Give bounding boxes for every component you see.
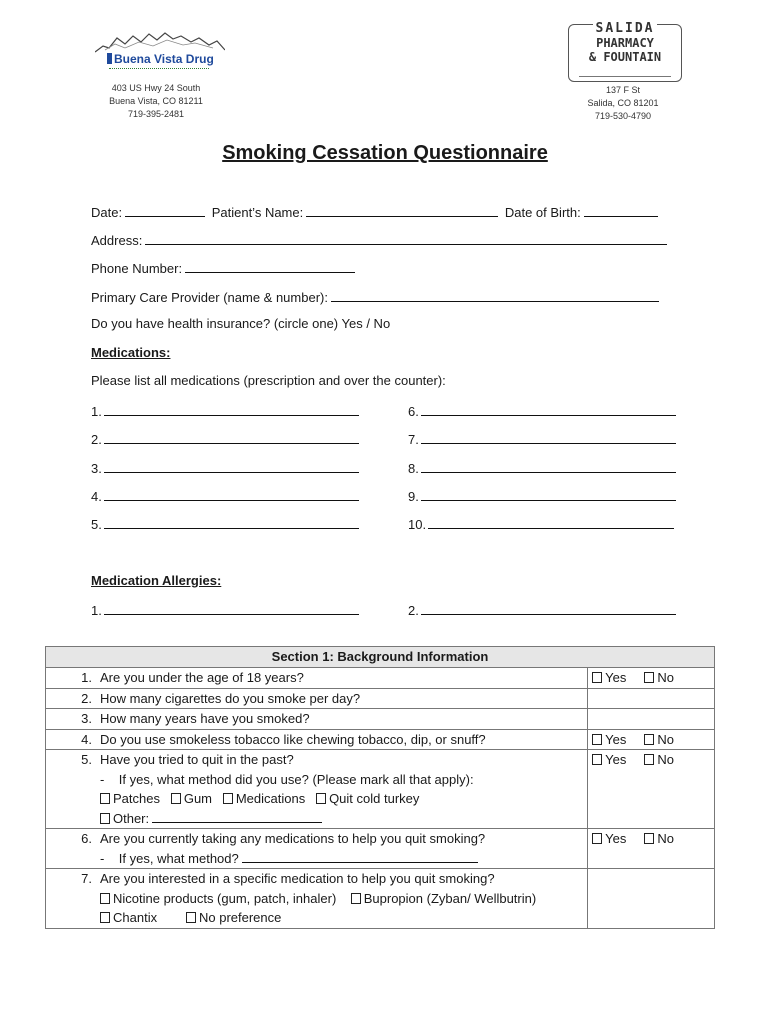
- med-field[interactable]: [104, 515, 359, 529]
- med-field[interactable]: [428, 515, 674, 529]
- checkbox-icon[interactable]: [592, 833, 602, 844]
- med-number: 1.: [91, 404, 102, 419]
- insurance-row: Do you have health insurance? (circle one) Yes / No: [91, 316, 391, 331]
- allergy-number: 1.: [91, 603, 102, 618]
- question-number: 1.: [81, 670, 92, 685]
- yes-label: Yes: [605, 752, 627, 767]
- checkbox-icon[interactable]: [100, 912, 110, 923]
- question-subtext: If yes, what method?: [118, 850, 239, 866]
- med-number: 3.: [91, 461, 102, 476]
- option-bupropion: Bupropion (Zyban/ Wellbutrin): [363, 890, 537, 906]
- checkbox-icon[interactable]: [316, 793, 326, 804]
- option-medications: Medications: [235, 791, 306, 806]
- med-number: 7.: [408, 432, 419, 447]
- answer-cell[interactable]: [588, 709, 715, 730]
- question-row-5: 5. Have you tried to quit in the past? - If yes, what method did you use? (Please mark all that apply): Patches Gum Medications Quit cold turkey Other: Yes No: [46, 750, 715, 829]
- option-other: Other:: [113, 810, 150, 826]
- logo-line3: & FOUNTAIN: [588, 50, 662, 64]
- allergy-field[interactable]: [421, 601, 676, 615]
- allergies-heading: Medication Allergies:: [91, 573, 222, 588]
- yes-label: Yes: [605, 831, 627, 846]
- med-number: 5.: [91, 517, 102, 532]
- med-number: 6.: [408, 404, 419, 419]
- med-line-7: [408, 430, 679, 447]
- option-nicotine: Nicotine products (gum, patch, inhaler): [113, 890, 337, 906]
- checkbox-icon[interactable]: [644, 833, 654, 844]
- pcp-field[interactable]: [331, 288, 659, 302]
- patient-name-label: Patient’s Name:: [211, 205, 304, 220]
- allergy-line-2: [408, 601, 679, 618]
- medications-instruction: Please list all medications (prescription and over the counter):: [91, 373, 446, 388]
- med-line-10: [408, 515, 677, 532]
- date-label: Date:: [91, 205, 123, 220]
- question-row-1: [46, 668, 715, 689]
- allergy-number: 2.: [408, 603, 419, 618]
- question-text: How many years have you smoked?: [100, 711, 310, 726]
- no-label: No: [657, 752, 674, 767]
- dob-field[interactable]: [584, 203, 658, 217]
- checkbox-icon[interactable]: [592, 734, 602, 745]
- question-row-6: 6. Are you currently taking any medications to help you quit smoking? - If yes, what method? Yes No: [46, 829, 715, 869]
- background-info-table: [45, 646, 715, 929]
- med-line-6: [408, 402, 679, 419]
- option-cold-turkey: Quit cold turkey: [329, 791, 420, 806]
- question-number: 5.: [81, 752, 92, 767]
- left-store-address: [96, 82, 216, 121]
- patient-name-field[interactable]: [306, 203, 498, 217]
- right-phone: 719-530-4790: [594, 111, 652, 121]
- med-line-8: [408, 459, 679, 476]
- checkbox-icon[interactable]: [592, 672, 602, 683]
- pcp-row: [91, 288, 662, 305]
- med-line-2: [91, 430, 362, 447]
- right-address-line2: Salida, CO 81201: [587, 98, 659, 108]
- question-row-4: [46, 729, 715, 750]
- med-number: 4.: [91, 489, 102, 504]
- checkbox-icon[interactable]: [351, 893, 361, 904]
- med-line-5: [91, 515, 362, 532]
- checkbox-icon[interactable]: [171, 793, 181, 804]
- no-label: No: [657, 731, 674, 747]
- question-text: Are you under the age of 18 years?: [100, 670, 304, 685]
- logo-line2: PHARMACY: [596, 36, 654, 50]
- address-label: Address:: [91, 233, 143, 248]
- question-row-7: [46, 869, 715, 929]
- buena-vista-drug-logo: [95, 30, 225, 74]
- yes-label: Yes: [605, 670, 627, 685]
- med-field[interactable]: [104, 487, 359, 501]
- phone-field[interactable]: [185, 259, 355, 273]
- question-row-2: [46, 688, 715, 709]
- question-number: 6.: [81, 831, 92, 846]
- phone-row: [91, 259, 358, 276]
- question-text: Do you use smokeless tobacco like chewing tobacco, dip, or snuff?: [100, 731, 486, 747]
- page-title: Smoking Cessation Questionnaire: [222, 142, 548, 164]
- med-line-4: [91, 487, 362, 504]
- med-line-9: [408, 487, 679, 504]
- med-field[interactable]: [421, 430, 676, 444]
- question-text: Have you tried to quit in the past?: [100, 752, 294, 767]
- address-row: [91, 231, 670, 248]
- checkbox-icon[interactable]: [644, 734, 654, 745]
- right-address-line1: 137 F St: [605, 85, 641, 95]
- question-number: 7.: [81, 871, 92, 886]
- med-line-3: [91, 459, 362, 476]
- yes-label: Yes: [605, 731, 627, 747]
- salida-pharmacy-logo: [568, 21, 682, 82]
- logo-text: Buena Vista Drug: [114, 52, 214, 66]
- med-field[interactable]: [104, 459, 359, 473]
- right-store-address: [560, 84, 686, 123]
- phone-label: Phone Number:: [91, 261, 183, 276]
- option-patches: Patches: [113, 791, 160, 806]
- allergy-line-1: [91, 601, 362, 618]
- med-field[interactable]: [421, 487, 676, 501]
- med-number: 8.: [408, 461, 419, 476]
- question-text: How many cigarettes do you smoke per day?: [100, 690, 361, 706]
- question-row-3: [46, 709, 715, 730]
- med-field[interactable]: [421, 459, 676, 473]
- no-label: No: [657, 670, 674, 685]
- date-field[interactable]: [125, 203, 205, 217]
- checkbox-icon[interactable]: [223, 793, 233, 804]
- med-field[interactable]: [104, 402, 359, 416]
- section1-heading: Section 1: Background Information: [46, 647, 715, 668]
- question-number: 4.: [81, 731, 92, 747]
- medications-heading: Medications:: [91, 345, 171, 360]
- med-number: 10.: [408, 517, 427, 532]
- left-phone: 719-395-2481: [127, 109, 185, 119]
- checkbox-icon[interactable]: [644, 672, 654, 683]
- med-number: 9.: [408, 489, 419, 504]
- med-number: 2.: [91, 432, 102, 447]
- checkbox-icon[interactable]: [186, 912, 196, 923]
- answer-cell[interactable]: [588, 688, 715, 709]
- answer-cell: [588, 869, 715, 929]
- med-field[interactable]: [104, 430, 359, 444]
- logo-mark-icon: [107, 53, 112, 64]
- date-name-dob-row: [91, 203, 661, 220]
- no-label: No: [657, 831, 674, 846]
- option-no-preference: No preference: [198, 910, 282, 925]
- mountain-range-icon: [95, 30, 225, 54]
- pcp-label: Primary Care Provider (name & number):: [91, 290, 328, 305]
- question-text: Are you currently taking any medications to help you quit smoking?: [100, 831, 486, 846]
- checkbox-icon[interactable]: [100, 893, 110, 904]
- checkbox-icon[interactable]: [592, 754, 602, 765]
- question-number: 3.: [81, 711, 92, 726]
- left-address-line1: 403 US Hwy 24 South: [111, 83, 201, 93]
- question-number: 2.: [81, 690, 92, 706]
- other-field[interactable]: [152, 809, 322, 823]
- allergy-field[interactable]: [104, 601, 359, 615]
- checkbox-icon[interactable]: [100, 793, 110, 804]
- method-field[interactable]: [242, 849, 478, 863]
- checkbox-icon[interactable]: [644, 754, 654, 765]
- dob-label: Date of Birth:: [504, 205, 581, 220]
- question-subtext: If yes, what method did you use? (Please mark all that apply):: [118, 771, 474, 787]
- checkbox-icon[interactable]: [100, 813, 110, 824]
- address-field[interactable]: [145, 231, 667, 245]
- logo-line1: SALIDA: [593, 21, 658, 36]
- option-gum: Gum: [183, 791, 212, 806]
- option-chantix: Chantix: [113, 910, 158, 925]
- med-field[interactable]: [421, 402, 676, 416]
- left-address-line2: Buena Vista, CO 81211: [109, 96, 203, 106]
- med-line-1: [91, 402, 362, 419]
- question-text: Are you interested in a specific medication to help you quit smoking?: [100, 871, 495, 886]
